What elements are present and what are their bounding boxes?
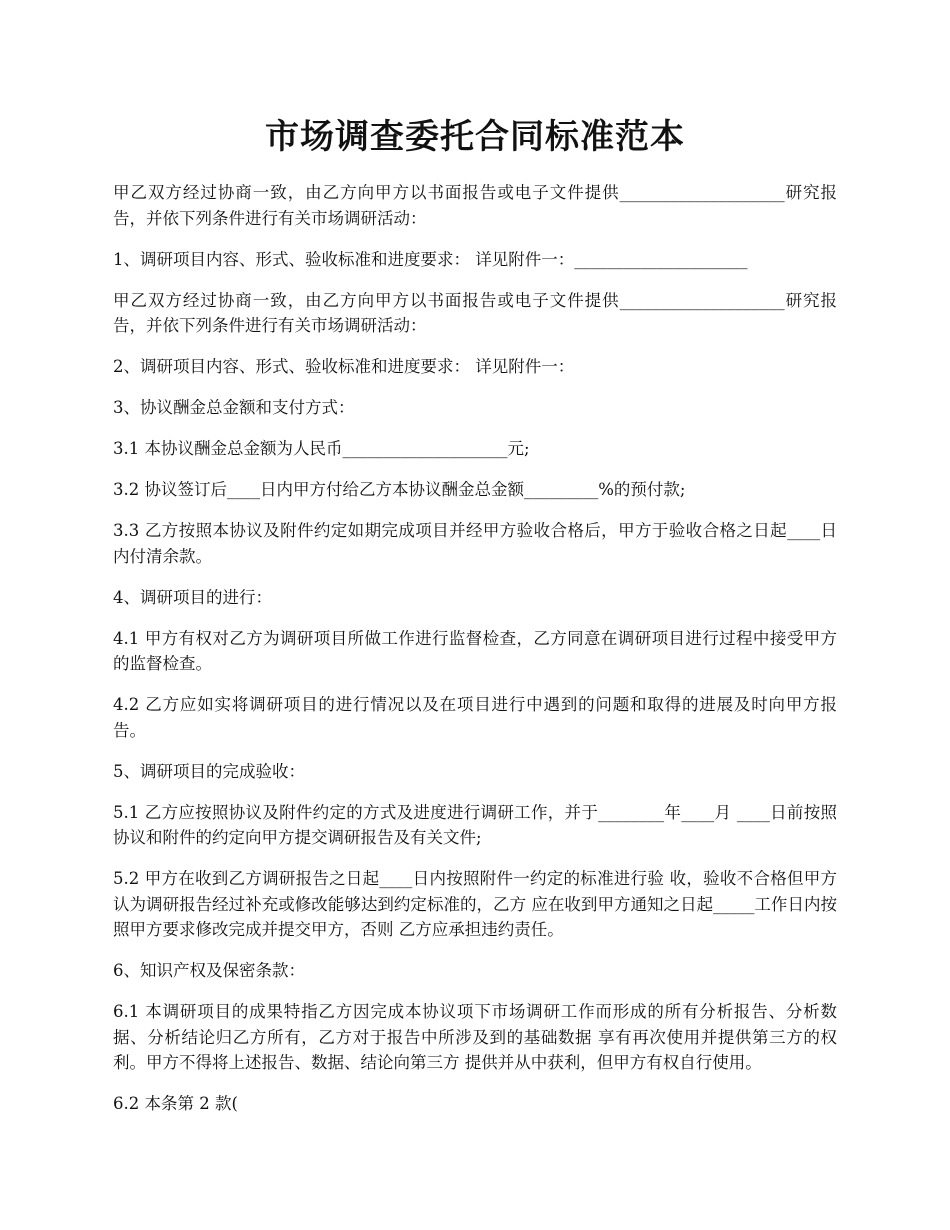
paragraph-4-1: 4.1 甲方有权对乙方为调研项目所做工作进行监督检查，乙方同意在调研项目进行过程中接受甲方的监督检查。: [113, 628, 837, 673]
paragraph-intro-2: 甲乙双方经过协商一致，由乙方向甲方以书面报告或电子文件提供____________________研究报告，并依下列条件进行有关市场调研活动：: [113, 290, 837, 335]
paragraph-6-1: 6.1 本调研项目的成果特指乙方因完成本协议项下市场调研工作而形成的所有分析报告、分析数据、分析结论归乙方所有，乙方对于报告中所涉及到的基础数据 享有再次使用并提供第三方的权利。甲方不得将上述报告、数据、结论向第三方 提供并从中获利，但甲方有权自行使用。: [113, 1002, 837, 1072]
paragraph-6-2: 6.2 本条第 2 款(: [113, 1094, 238, 1113]
paragraph-4-2: 4.2 乙方应如实将调研项目的进行情况以及在项目进行中遇到的问题和取得的进展及时向甲方报告。: [113, 695, 837, 740]
document-title: 市场调查委托合同标准范本: [265, 117, 685, 157]
paragraph-section-1: 1、调研项目内容、形式、验收标准和进度要求： 详见附件一：_____________________: [113, 249, 748, 269]
paragraph-5-2: 5.2 甲方在收到乙方调研报告之日起____日内按照附件一约定的标准进行验 收，验收不合格但甲方认为调研报告经过补充或修改能够达到约定标准的，乙方 应在收到甲方通知之日起_____工作日内按照甲方要求修改完成并提交甲方，否则 乙方应承担违约责任。: [113, 869, 837, 939]
paragraph-section-3: 3、协议酬金总金额和支付方式：: [113, 398, 355, 417]
document-body: [113, 180, 837, 1132]
paragraph-3-2: 3.2 协议签订后____日内甲方付给乙方本协议酬金总金额_________%的预付款;: [113, 480, 686, 499]
paragraph-section-5: 5、调研项目的完成验收：: [113, 761, 305, 781]
paragraph-section-6: 6、知识产权及保密条款：: [113, 961, 305, 980]
paragraph-intro-1: 甲乙双方经过协商一致，由乙方向甲方以书面报告或电子文件提供____________________研究报告，并依下列条件进行有关市场调研活动：: [113, 183, 837, 228]
paragraph-section-2: 2、调研项目内容、形式、验收标准和进度要求： 详见附件一：: [113, 357, 575, 376]
paragraph-section-4: 4、调研项目的进行：: [113, 587, 272, 607]
paragraph-3-1: 3.1 本协议酬金总金额为人民币____________________元;: [113, 439, 530, 458]
paragraph-5-1: 5.1 乙方应按照协议及附件约定的方式及进度进行调研工作，并于________年____月 ____日前按照协议和附件的约定向甲方提交调研报告及有关文件;: [113, 802, 837, 847]
paragraph-3-3: 3.3 乙方按照本协议及附件约定如期完成项目并经甲方验收合格后，甲方于验收合格之日起____日内付清余款。: [113, 521, 837, 566]
